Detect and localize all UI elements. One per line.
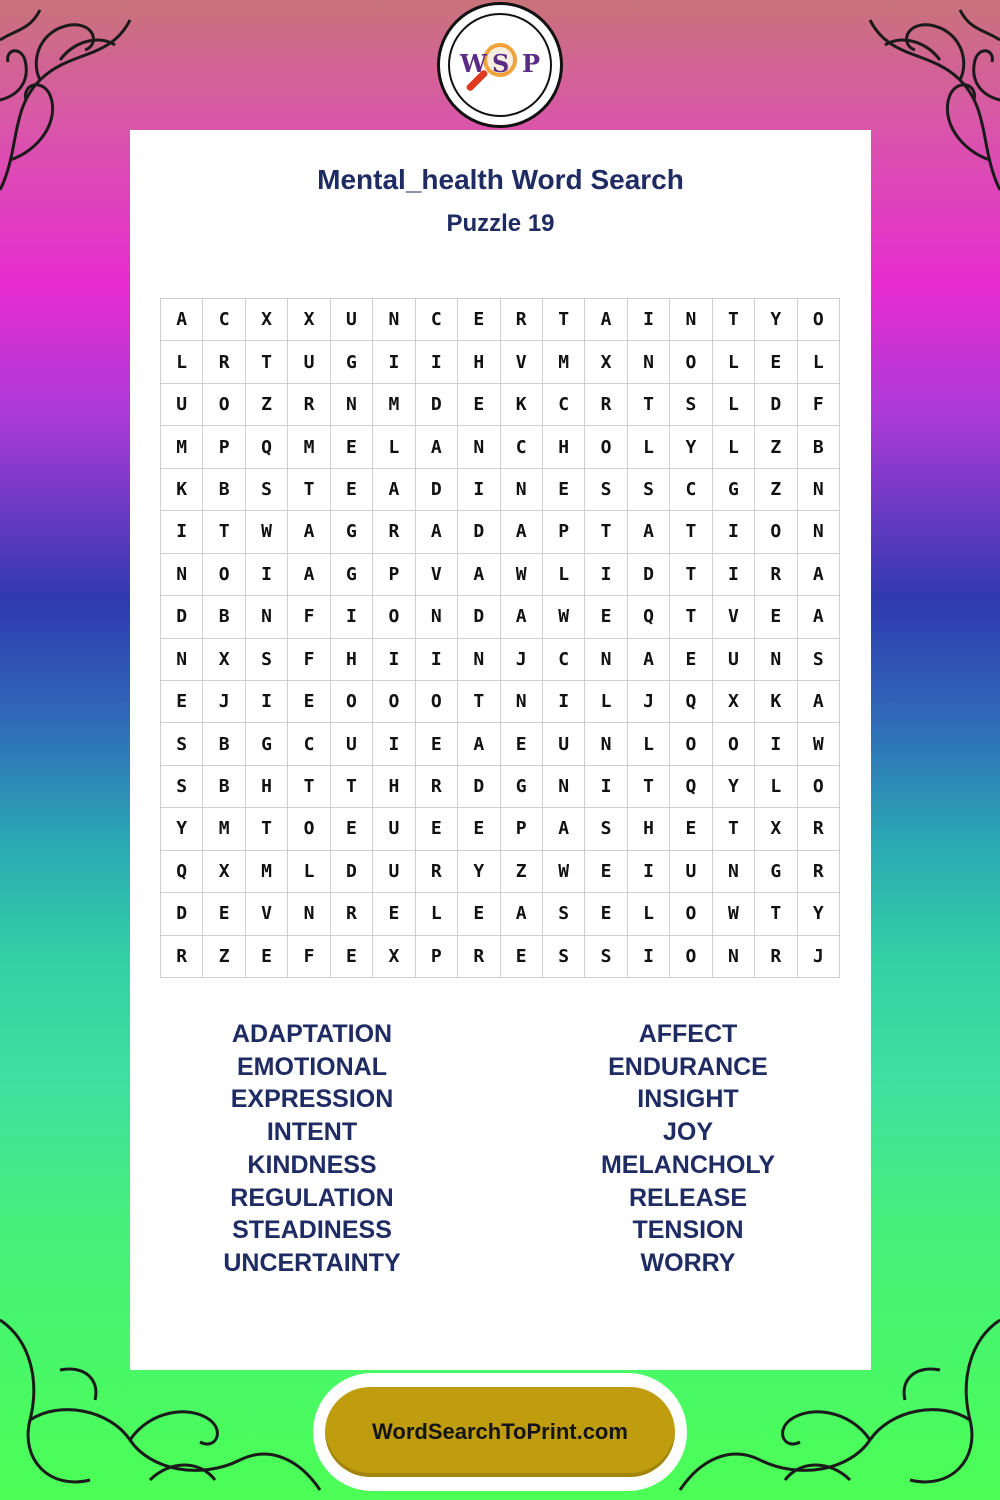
grid-cell[interactable]: O	[713, 723, 755, 765]
grid-cell[interactable]: B	[203, 469, 245, 511]
grid-cell[interactable]: L	[713, 341, 755, 383]
grid-cell[interactable]: L	[628, 893, 670, 935]
grid-cell[interactable]: R	[458, 936, 500, 978]
grid-cell[interactable]: R	[798, 808, 840, 850]
word-item: STEADINESS	[232, 1216, 392, 1245]
grid-cell[interactable]: C	[501, 426, 543, 468]
grid-cell[interactable]: A	[501, 596, 543, 638]
grid-cell[interactable]: E	[331, 808, 373, 850]
grid-cell[interactable]: X	[713, 681, 755, 723]
grid-cell[interactable]: S	[246, 469, 288, 511]
grid-cell[interactable]: I	[331, 596, 373, 638]
grid-cell[interactable]: N	[501, 681, 543, 723]
grid-cell[interactable]: W	[798, 723, 840, 765]
grid-cell[interactable]: I	[585, 554, 627, 596]
grid-cell[interactable]: N	[161, 554, 203, 596]
grid-cell[interactable]: R	[373, 511, 415, 553]
puzzle-number: Puzzle 19	[446, 210, 555, 237]
grid-cell[interactable]: E	[501, 723, 543, 765]
grid-cell[interactable]: C	[670, 469, 712, 511]
word-item: WORRY	[640, 1248, 736, 1277]
grid-cell[interactable]: C	[416, 299, 458, 341]
grid-cell[interactable]: N	[246, 596, 288, 638]
grid-cell[interactable]: I	[373, 723, 415, 765]
grid-cell[interactable]: I	[755, 723, 797, 765]
grid-cell[interactable]: P	[373, 554, 415, 596]
grid-cell[interactable]: F	[288, 596, 330, 638]
grid-cell[interactable]: X	[585, 341, 627, 383]
grid-cell[interactable]: B	[203, 766, 245, 808]
grid-cell[interactable]: Z	[246, 384, 288, 426]
grid-cell[interactable]: Y	[458, 851, 500, 893]
grid-cell[interactable]: T	[288, 766, 330, 808]
grid-cell[interactable]: Z	[203, 936, 245, 978]
grid-cell[interactable]: P	[203, 426, 245, 468]
grid-cell[interactable]: A	[416, 511, 458, 553]
grid-cell[interactable]: Q	[670, 681, 712, 723]
grid-cell[interactable]: S	[628, 469, 670, 511]
grid-cell[interactable]: O	[670, 936, 712, 978]
grid-cell[interactable]: E	[203, 893, 245, 935]
grid-cell[interactable]: R	[203, 341, 245, 383]
grid-cell[interactable]: T	[246, 808, 288, 850]
grid-cell[interactable]: I	[416, 639, 458, 681]
grid-cell[interactable]: O	[670, 341, 712, 383]
grid-cell[interactable]: O	[670, 893, 712, 935]
grid-cell[interactable]: O	[373, 681, 415, 723]
grid-cell[interactable]: D	[331, 851, 373, 893]
grid-cell[interactable]: A	[628, 639, 670, 681]
grid-cell[interactable]: O	[755, 511, 797, 553]
grid-cell[interactable]: T	[203, 511, 245, 553]
word-item: RELEASE	[628, 1183, 748, 1212]
grid-cell[interactable]: P	[416, 936, 458, 978]
grid-cell[interactable]: U	[670, 851, 712, 893]
grid-cell[interactable]: E	[331, 469, 373, 511]
grid-cell[interactable]: D	[161, 893, 203, 935]
grid-cell[interactable]: R	[416, 766, 458, 808]
grid-cell[interactable]: Q	[628, 596, 670, 638]
grid-cell[interactable]: I	[373, 639, 415, 681]
grid-cell[interactable]: E	[543, 469, 585, 511]
grid-cell[interactable]: N	[331, 384, 373, 426]
grid-cell[interactable]: T	[713, 299, 755, 341]
grid-cell[interactable]: R	[501, 299, 543, 341]
grid-cell[interactable]: J	[501, 639, 543, 681]
grid-cell[interactable]: M	[203, 808, 245, 850]
grid-cell[interactable]: D	[628, 554, 670, 596]
grid-cell[interactable]: S	[798, 639, 840, 681]
grid-cell[interactable]: U	[331, 723, 373, 765]
word-item: ENDURANCE	[608, 1052, 768, 1081]
grid-cell[interactable]: A	[543, 808, 585, 850]
grid-cell[interactable]: A	[798, 554, 840, 596]
grid-cell[interactable]: T	[628, 766, 670, 808]
grid-cell[interactable]: I	[246, 681, 288, 723]
grid-cell[interactable]: R	[755, 936, 797, 978]
grid-cell[interactable]: H	[246, 766, 288, 808]
word-item: TENSION	[632, 1216, 744, 1245]
grid-cell[interactable]: K	[755, 681, 797, 723]
wsp-logo[interactable]	[437, 2, 563, 128]
grid-cell[interactable]: M	[161, 426, 203, 468]
grid-cell[interactable]: D	[416, 469, 458, 511]
grid-cell[interactable]: A	[585, 299, 627, 341]
grid-cell[interactable]: E	[501, 936, 543, 978]
grid-cell[interactable]: J	[628, 681, 670, 723]
grid-cell[interactable]: T	[458, 681, 500, 723]
grid-cell[interactable]: J	[798, 936, 840, 978]
grid-cell[interactable]: M	[246, 851, 288, 893]
grid-cell[interactable]: R	[331, 893, 373, 935]
grid-cell[interactable]: D	[458, 766, 500, 808]
grid-cell[interactable]: G	[331, 511, 373, 553]
grid-cell[interactable]: Q	[161, 851, 203, 893]
grid-cell[interactable]: L	[713, 384, 755, 426]
grid-cell[interactable]: I	[628, 851, 670, 893]
word-item: UNCERTAINTY	[223, 1248, 401, 1277]
grid-cell[interactable]: T	[670, 511, 712, 553]
ornament-top-left	[0, 0, 140, 200]
grid-cell[interactable]: E	[161, 681, 203, 723]
grid-cell[interactable]: A	[288, 554, 330, 596]
grid-cell[interactable]: N	[458, 426, 500, 468]
grid-cell[interactable]: D	[161, 596, 203, 638]
grid-cell[interactable]: E	[458, 893, 500, 935]
grid-cell[interactable]: L	[585, 681, 627, 723]
grid-cell[interactable]: Y	[670, 426, 712, 468]
grid-cell[interactable]: L	[628, 723, 670, 765]
grid-cell[interactable]: N	[798, 469, 840, 511]
word-item: ADAPTATION	[231, 1020, 393, 1048]
grid-cell[interactable]: C	[543, 384, 585, 426]
grid-cell[interactable]: F	[798, 384, 840, 426]
grid-cell[interactable]: G	[331, 554, 373, 596]
grid-cell[interactable]: F	[288, 639, 330, 681]
grid-cell[interactable]: G	[755, 851, 797, 893]
word-item: INSIGHT	[637, 1085, 739, 1114]
grid-cell[interactable]: Z	[755, 426, 797, 468]
grid-cell[interactable]: H	[543, 426, 585, 468]
grid-cell[interactable]: N	[628, 341, 670, 383]
grid-cell[interactable]: M	[373, 384, 415, 426]
grid-cell[interactable]: O	[798, 299, 840, 341]
grid-cell[interactable]: D	[416, 384, 458, 426]
grid-cell[interactable]: O	[373, 596, 415, 638]
grid-cell[interactable]: W	[713, 893, 755, 935]
grid-cell[interactable]: L	[288, 851, 330, 893]
letter-grid	[160, 298, 840, 978]
grid-cell[interactable]: T	[670, 554, 712, 596]
grid-cell[interactable]: U	[331, 299, 373, 341]
grid-cell[interactable]: I	[373, 341, 415, 383]
grid-cell[interactable]: B	[203, 723, 245, 765]
grid-cell[interactable]: B	[798, 426, 840, 468]
grid-cell[interactable]: U	[161, 384, 203, 426]
logo-letter-w: W	[460, 49, 487, 78]
grid-cell[interactable]: E	[670, 639, 712, 681]
grid-cell[interactable]: W	[543, 851, 585, 893]
grid-cell[interactable]: X	[755, 808, 797, 850]
grid-cell[interactable]: G	[501, 766, 543, 808]
grid-cell[interactable]: K	[161, 469, 203, 511]
grid-cell[interactable]: E	[458, 384, 500, 426]
grid-cell[interactable]: Q	[246, 426, 288, 468]
grid-cell[interactable]: V	[246, 893, 288, 935]
grid-cell[interactable]: T	[585, 511, 627, 553]
grid-cell[interactable]: S	[543, 893, 585, 935]
grid-cell[interactable]: I	[585, 766, 627, 808]
grid-cell[interactable]: S	[585, 808, 627, 850]
grid-cell[interactable]: G	[331, 341, 373, 383]
word-list-left	[162, 1018, 462, 1280]
grid-cell[interactable]: A	[458, 554, 500, 596]
grid-cell[interactable]: E	[373, 893, 415, 935]
grid-cell[interactable]: T	[628, 384, 670, 426]
grid-cell[interactable]: A	[501, 893, 543, 935]
grid-cell[interactable]: D	[755, 384, 797, 426]
grid-cell[interactable]: L	[798, 341, 840, 383]
grid-cell[interactable]: T	[288, 469, 330, 511]
grid-cell[interactable]: X	[288, 299, 330, 341]
grid-cell[interactable]: A	[798, 681, 840, 723]
grid-cell[interactable]: N	[373, 299, 415, 341]
grid-cell[interactable]: E	[331, 936, 373, 978]
grid-cell[interactable]: N	[670, 299, 712, 341]
grid-cell[interactable]: M	[543, 341, 585, 383]
logo-letter-p: P	[522, 49, 541, 78]
grid-cell[interactable]: N	[713, 936, 755, 978]
grid-cell[interactable]: N	[288, 893, 330, 935]
grid-cell[interactable]: U	[373, 808, 415, 850]
grid-cell[interactable]: T	[543, 299, 585, 341]
logo-inner	[448, 13, 552, 117]
grid-cell[interactable]: E	[755, 341, 797, 383]
grid-cell[interactable]: S	[246, 639, 288, 681]
grid-cell[interactable]: N	[416, 596, 458, 638]
grid-cell[interactable]: U	[373, 851, 415, 893]
grid-cell[interactable]: H	[331, 639, 373, 681]
grid-cell[interactable]: O	[288, 808, 330, 850]
grid-cell[interactable]: E	[585, 851, 627, 893]
grid-cell[interactable]: I	[161, 511, 203, 553]
grid-cell[interactable]: O	[798, 766, 840, 808]
grid-cell[interactable]: R	[798, 851, 840, 893]
grid-cell[interactable]: B	[203, 596, 245, 638]
grid-cell[interactable]: A	[458, 723, 500, 765]
grid-cell[interactable]: N	[543, 766, 585, 808]
grid-cell[interactable]: I	[543, 681, 585, 723]
grid-cell[interactable]: P	[543, 511, 585, 553]
grid-cell[interactable]: S	[585, 936, 627, 978]
grid-cell[interactable]: T	[246, 341, 288, 383]
grid-cell[interactable]: E	[288, 681, 330, 723]
grid-cell[interactable]: I	[628, 299, 670, 341]
grid-cell[interactable]: N	[713, 851, 755, 893]
grid-cell[interactable]: H	[628, 808, 670, 850]
grid-cell[interactable]: U	[288, 341, 330, 383]
grid-cell[interactable]: J	[203, 681, 245, 723]
grid-cell[interactable]: X	[246, 299, 288, 341]
grid-cell[interactable]: U	[713, 639, 755, 681]
grid-cell[interactable]: I	[458, 469, 500, 511]
grid-cell[interactable]: E	[458, 808, 500, 850]
word-item: INTENT	[266, 1118, 358, 1147]
grid-cell[interactable]: Y	[798, 893, 840, 935]
grid-cell[interactable]: I	[246, 554, 288, 596]
grid-cell[interactable]: L	[755, 766, 797, 808]
page-title: Mental_health Word Search	[317, 164, 684, 195]
ornament-top-right	[860, 0, 1000, 200]
grid-cell[interactable]: Z	[501, 851, 543, 893]
grid-cell[interactable]: A	[288, 511, 330, 553]
grid-cell[interactable]: C	[543, 639, 585, 681]
grid-cell[interactable]: S	[161, 766, 203, 808]
grid-cell[interactable]: W	[501, 554, 543, 596]
grid-cell[interactable]: Y	[713, 766, 755, 808]
grid-cell[interactable]: O	[203, 554, 245, 596]
word-list-right	[538, 1018, 838, 1280]
grid-cell[interactable]: M	[288, 426, 330, 468]
grid-cell[interactable]: G	[246, 723, 288, 765]
grid-cell[interactable]: X	[203, 851, 245, 893]
grid-cell[interactable]: X	[203, 639, 245, 681]
grid-cell[interactable]: L	[713, 426, 755, 468]
logo-letter-s: S	[492, 49, 510, 78]
grid-cell[interactable]: D	[458, 596, 500, 638]
grid-cell[interactable]: L	[161, 341, 203, 383]
grid-cell[interactable]: E	[755, 596, 797, 638]
grid-cell[interactable]: T	[755, 893, 797, 935]
grid-cell[interactable]: W	[543, 596, 585, 638]
grid-cell[interactable]: I	[628, 936, 670, 978]
grid-cell[interactable]: D	[458, 511, 500, 553]
grid-cell[interactable]: E	[416, 808, 458, 850]
grid-cell[interactable]: R	[416, 851, 458, 893]
grid-cell[interactable]: R	[755, 554, 797, 596]
grid-cell[interactable]: T	[331, 766, 373, 808]
grid-cell[interactable]: N	[161, 639, 203, 681]
word-item: JOY	[662, 1118, 714, 1147]
grid-cell[interactable]: N	[798, 511, 840, 553]
grid-cell[interactable]: E	[331, 426, 373, 468]
grid-cell[interactable]: E	[416, 723, 458, 765]
grid-cell[interactable]: V	[416, 554, 458, 596]
grid-cell[interactable]: V	[713, 596, 755, 638]
word-item: KINDNESS	[247, 1150, 377, 1179]
grid-cell[interactable]: O	[585, 426, 627, 468]
grid-cell[interactable]: N	[458, 639, 500, 681]
site-link[interactable]: WordSearchToPrint.com	[325, 1387, 675, 1477]
grid-cell[interactable]: L	[628, 426, 670, 468]
grid-cell[interactable]: T	[670, 596, 712, 638]
grid-cell[interactable]: V	[501, 341, 543, 383]
grid-cell[interactable]: N	[501, 469, 543, 511]
grid-cell[interactable]: E	[585, 596, 627, 638]
grid-cell[interactable]: O	[670, 723, 712, 765]
grid-cell[interactable]: S	[161, 723, 203, 765]
grid-cell[interactable]: G	[713, 469, 755, 511]
grid-cell[interactable]: C	[203, 299, 245, 341]
grid-cell[interactable]: U	[543, 723, 585, 765]
grid-cell[interactable]: P	[501, 808, 543, 850]
grid-cell[interactable]: O	[331, 681, 373, 723]
grid-cell[interactable]: L	[543, 554, 585, 596]
grid-cell[interactable]: R	[288, 384, 330, 426]
grid-cell[interactable]: W	[246, 511, 288, 553]
grid-cell[interactable]: A	[628, 511, 670, 553]
word-item: EXPRESSION	[230, 1085, 394, 1114]
grid-cell[interactable]: S	[585, 469, 627, 511]
grid-cell[interactable]: F	[288, 936, 330, 978]
grid-cell[interactable]: A	[373, 469, 415, 511]
footer-badge	[313, 1373, 687, 1491]
grid-cell[interactable]: I	[713, 554, 755, 596]
grid-cell[interactable]: A	[161, 299, 203, 341]
grid-cell[interactable]: S	[543, 936, 585, 978]
grid-cell[interactable]: L	[416, 893, 458, 935]
grid-cell[interactable]: O	[416, 681, 458, 723]
grid-cell[interactable]: T	[713, 808, 755, 850]
grid-cell[interactable]: N	[755, 639, 797, 681]
grid-cell[interactable]: C	[288, 723, 330, 765]
grid-cell[interactable]: I	[713, 511, 755, 553]
grid-cell[interactable]: R	[161, 936, 203, 978]
grid-cell[interactable]: X	[373, 936, 415, 978]
grid-cell[interactable]: A	[416, 426, 458, 468]
grid-cell[interactable]: N	[585, 639, 627, 681]
word-item: MELANCHOLY	[600, 1150, 776, 1179]
grid-cell[interactable]: Y	[755, 299, 797, 341]
grid-cell[interactable]: O	[203, 384, 245, 426]
grid-cell[interactable]: A	[798, 596, 840, 638]
grid-cell[interactable]: I	[416, 341, 458, 383]
word-item: REGULATION	[230, 1183, 394, 1212]
grid-cell[interactable]: S	[670, 384, 712, 426]
grid-cell[interactable]: E	[670, 808, 712, 850]
grid-cell[interactable]: H	[458, 341, 500, 383]
grid-cell[interactable]: R	[585, 384, 627, 426]
grid-cell[interactable]: H	[373, 766, 415, 808]
grid-cell[interactable]: N	[585, 723, 627, 765]
word-item: AFFECT	[638, 1020, 738, 1048]
grid-cell[interactable]: E	[458, 299, 500, 341]
grid-cell[interactable]: E	[246, 936, 288, 978]
grid-cell[interactable]: Z	[755, 469, 797, 511]
grid-cell[interactable]: A	[501, 511, 543, 553]
grid-cell[interactable]: K	[501, 384, 543, 426]
grid-cell[interactable]: Q	[670, 766, 712, 808]
grid-cell[interactable]: L	[373, 426, 415, 468]
grid-cell[interactable]: Y	[161, 808, 203, 850]
grid-cell[interactable]: E	[585, 893, 627, 935]
word-item: EMOTIONAL	[237, 1052, 387, 1081]
